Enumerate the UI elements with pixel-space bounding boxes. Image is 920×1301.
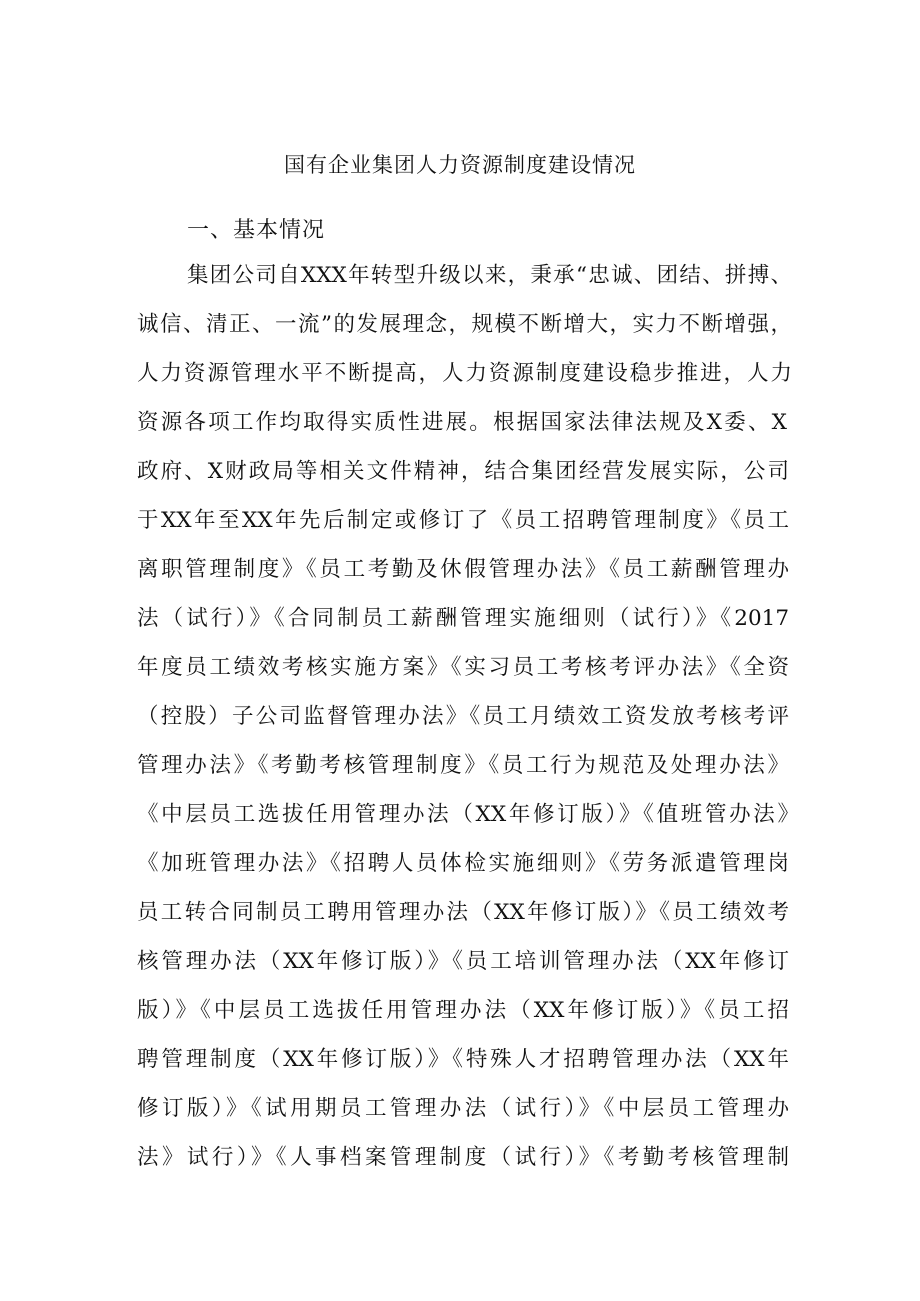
paragraph-line: 离职管理制度》《员工考勤及休假管理办法》《员工薪酬管理办	[137, 557, 789, 582]
paragraph-line: 法》试行）》《人事档案管理制度（试行）》《考勤考核管理制	[137, 1145, 789, 1170]
paragraph-line: 集团公司自XXX年转型升级以来，秉承“忠诚、团结、拼搏、	[187, 263, 792, 288]
document-title: 国有企业集团人力资源制度建设情况	[284, 153, 636, 177]
paragraph-line: 员工转合同制员工聘用管理办法（XX年修订版）》《员工绩效考	[137, 900, 789, 925]
section-heading: 一、基本情况	[187, 218, 326, 243]
paragraph-line: 核管理办法（XX年修订版）》《员工培训管理办法（XX年修订	[137, 949, 789, 974]
paragraph-line: （控股）子公司监督管理办法》《员工月绩效工资发放考核考评	[137, 704, 789, 729]
paragraph-line: 版）》《中层员工选拔任用管理办法（XX年修订版）》《员工招	[137, 998, 789, 1023]
paragraph-line: 诚信、清正、一流”的发展理念，规模不断增大，实力不断增强，	[137, 312, 792, 337]
paragraph-line: 年度员工绩效考核实施方案》《实习员工考核考评办法》《全资	[137, 655, 789, 680]
paragraph-line: 法（试行）》《合同制员工薪酬管理实施细则（试行）》《2017	[137, 606, 789, 631]
paragraph-line: 资源各项工作均取得实质性进展。根据国家法律法规及X委、X	[137, 410, 787, 435]
paragraph-line: 于XX年至XX年先后制定或修订了《员工招聘管理制度》《员工	[137, 508, 789, 533]
paragraph-line: 管理办法》《考勤考核管理制度》《员工行为规范及处理办法》	[137, 753, 789, 778]
paragraph-line: 《加班管理办法》《招聘人员体检实施细则》《劳务派遣管理岗	[137, 851, 789, 876]
paragraph-line: 政府、X财政局等相关文件精神，结合集团经营发展实际，公司	[137, 459, 789, 484]
paragraph-line: 修订版）》《试用期员工管理办法（试行）》《中层员工管理办	[137, 1096, 789, 1121]
paragraph-line: 人力资源管理水平不断提高，人力资源制度建设稳步推进，人力	[137, 361, 792, 386]
paragraph-line: 《中层员工选拔任用管理办法（XX年修订版）》《值班管办法》	[137, 802, 799, 827]
paragraph-line: 聘管理制度（XX年修订版）》《特殊人才招聘管理办法（XX年	[137, 1047, 789, 1072]
